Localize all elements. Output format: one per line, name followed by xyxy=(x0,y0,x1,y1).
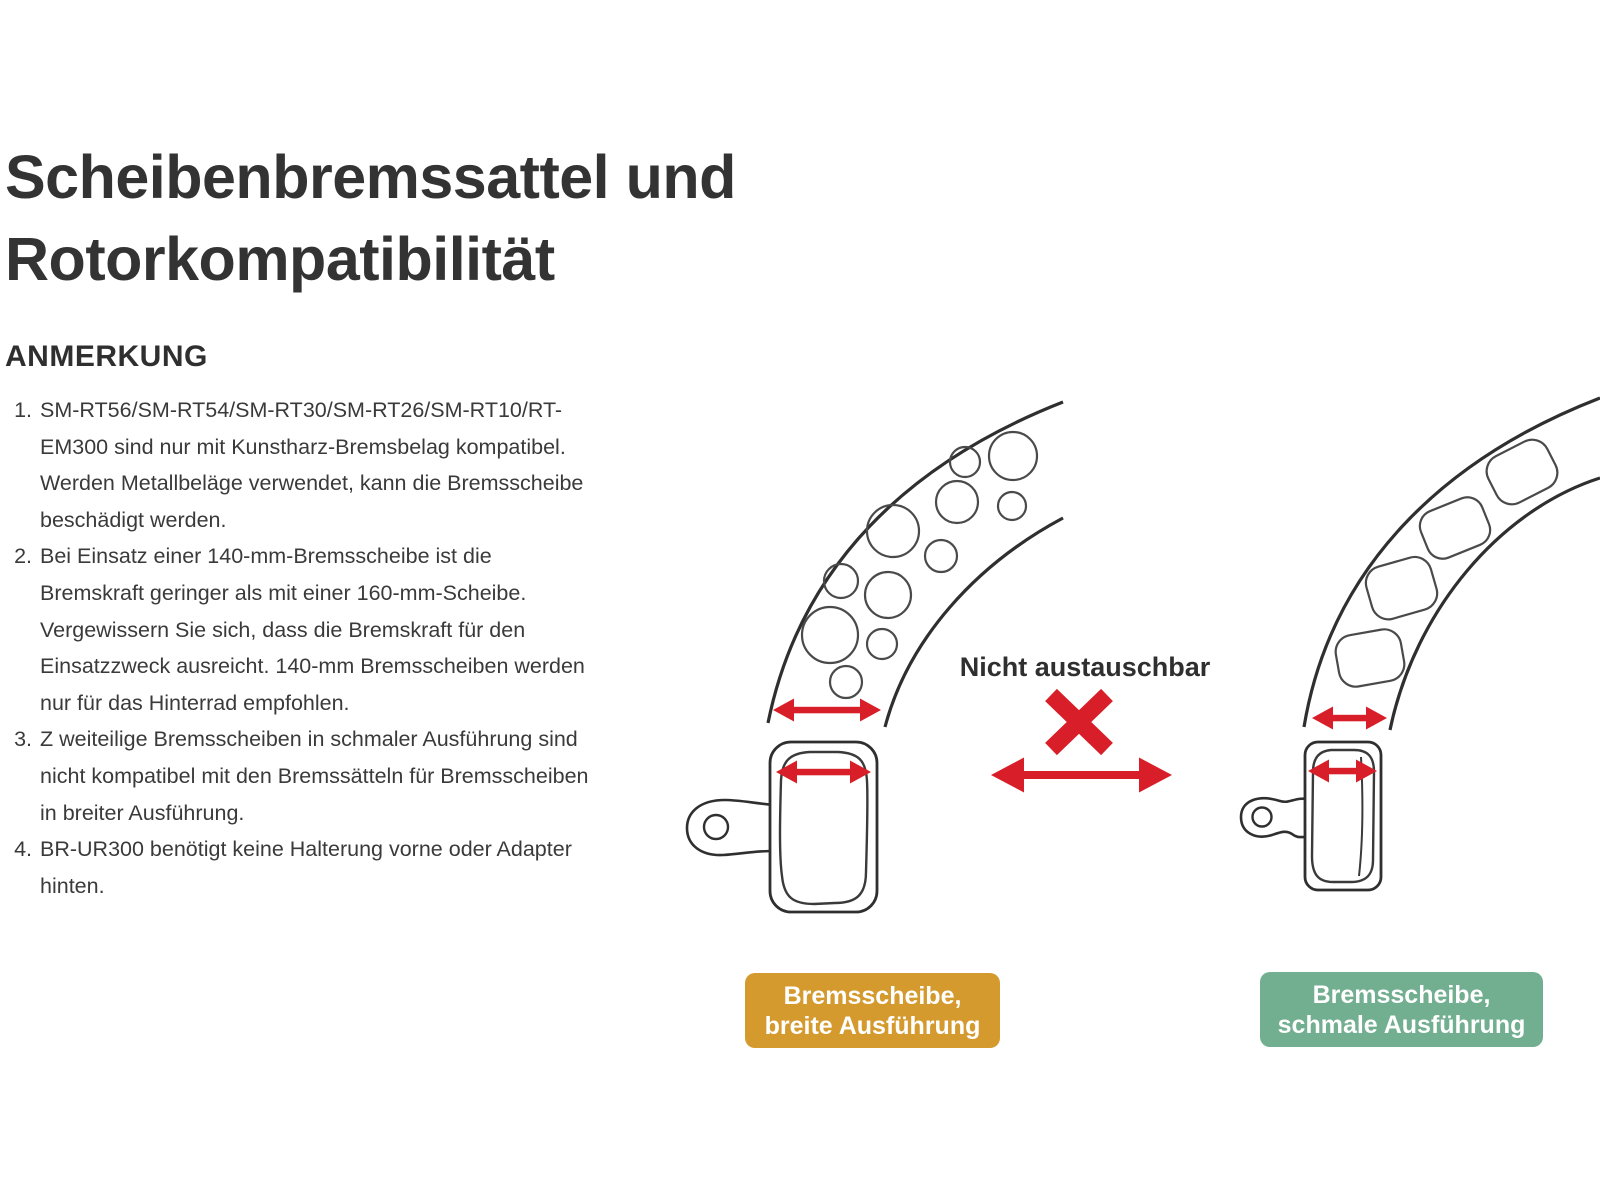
narrow-rotor-badge-line1: Bremsscheibe, xyxy=(1312,980,1491,1009)
narrow-rotor-badge-line2: schmale Ausführung xyxy=(1277,1010,1526,1039)
wide-rotor-badge-line2: breite Ausführung xyxy=(764,1011,981,1040)
note-item-1: 1. SM-RT56/SM-RT54/SM-RT30/SM-RT26/SM-RT10/RT-EM300 sind nur mit Kunstharz-Bremsbelag kompatibel. Werden Metallbeläge verwendet, kann die Bremsscheibe beschädigt werden. xyxy=(38,392,590,538)
not-interchangeable-x-icon xyxy=(1051,695,1107,749)
narrow-brake-pad-illustration xyxy=(1241,742,1381,890)
page-title-line1: Scheibenbremssattel und xyxy=(5,143,736,211)
pad-ear-hole xyxy=(704,815,728,839)
pad-mount-ear xyxy=(1241,798,1307,837)
swap-arrow xyxy=(991,758,1172,793)
narrow-rotor-illustration xyxy=(1304,398,1600,730)
wide-brake-pad-illustration xyxy=(687,742,877,912)
wide-rotor-badge-line1: Bremsscheibe, xyxy=(783,981,962,1010)
note-item-2: 2. Bei Einsatz einer 140-mm-Bremsscheibe ist die Bremskraft geringer als mit einer 160-mm-Scheibe. Vergewissern Sie sich, dass die Bremskraft für den Einsatzzweck ausreicht. 140-mm Bremsscheiben werden nur für das Hinterrad empfohlen. xyxy=(38,538,590,721)
pad-mount-ear xyxy=(687,800,774,855)
notes-heading: ANMERKUNG xyxy=(5,340,208,373)
note-item-4: 4. BR-UR300 benötigt keine Halterung vorne oder Adapter hinten. xyxy=(38,831,590,904)
page-title-line2: Rotorkompatibilität xyxy=(5,225,555,293)
wide-rotor-badge xyxy=(745,973,1000,1048)
not-interchangeable-caption: Nicht austauschbar xyxy=(959,652,1211,682)
narrow-rotor-width-arrow xyxy=(1312,707,1387,730)
note-item-3: 3. Z weiteilige Bremsscheiben in schmaler Ausführung sind nicht kompatibel mit den Bremssätteln für Bremsscheiben in breiter Ausführung. xyxy=(38,721,590,831)
narrow-rotor-badge xyxy=(1260,972,1543,1047)
pad-backplate xyxy=(1305,742,1381,890)
pad-ear-hole xyxy=(1253,808,1272,827)
wide-rotor-width-arrow xyxy=(773,699,881,722)
narrow-rotor-holes xyxy=(1333,434,1563,689)
